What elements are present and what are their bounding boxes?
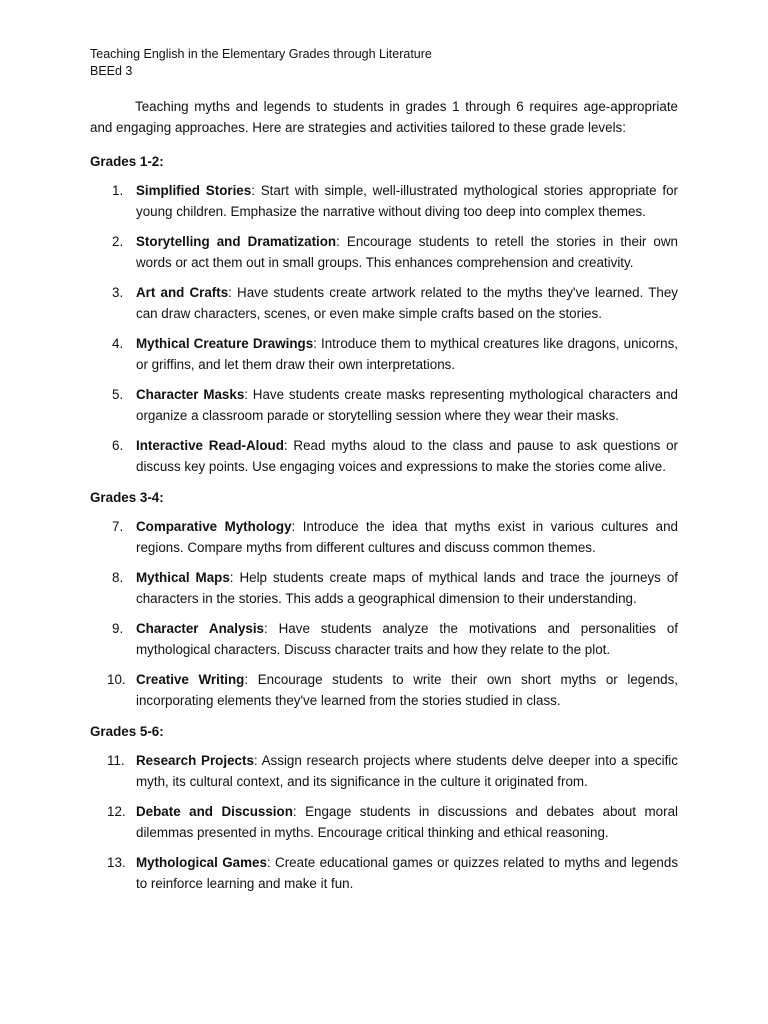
item-term: Mythical Maps [136,570,230,586]
item-description: : Have students create artwork related to the myths they've learned. They can draw characters, scenes, or even make simple crafts based on the stories. [136,285,678,321]
item-number: 2. [112,234,124,250]
item-term: Mythical Creature Drawings [136,336,314,352]
list-item [90,619,678,660]
list-item [90,385,678,426]
list-item [90,802,678,843]
item-number: 1. [112,183,124,199]
item-number: 7. [112,519,124,535]
list-item [90,853,678,894]
list-item [90,334,678,375]
item-term: Character Masks [136,387,245,403]
section-heading: Grades 5-6: [90,724,164,740]
item-description: : Read myths aloud to the class and pause to ask questions or discuss key points. Use engaging voices and expressions to make the stories come alive. [136,438,678,474]
item-term: Simplified Stories [136,183,252,199]
list-item [90,517,678,558]
strategy-list [90,517,678,711]
intro-paragraph: Teaching myths and legends to students in grades 1 through 6 requires age-appropriate and engaging approaches. Here are strategies and activities tailored to these grade levels: [90,99,678,135]
item-number: 11. [107,753,125,769]
item-description: : Have students analyze the motivations and personalities of mythological characters. Discuss character traits and how they relate to the plot. [136,621,679,657]
item-term: Mythological Games [136,855,267,871]
item-description: : Create educational games or quizzes related to myths and legends to reinforce learning and make it fun. [136,855,679,891]
item-description: : Start with simple, well-illustrated mythological stories appropriate for young children. Emphasize the narrative without diving too deep into complex themes. [136,183,679,219]
section-heading: Grades 1-2: [90,154,164,170]
item-description: : Introduce them to mythical creatures like dragons, unicorns, or griffins, and let them draw their own interpretations. [136,336,678,372]
course-title: Teaching English in the Elementary Grades through Literature [90,47,432,61]
item-number: 5. [112,387,124,403]
item-term: Research Projects [136,753,254,769]
item-number: 10. [107,672,126,688]
list-item [90,181,678,222]
strategy-list [90,181,678,477]
list-item [90,232,678,273]
item-term: Debate and Discussion [136,804,293,820]
item-term: Character Analysis [136,621,265,637]
item-description: : Introduce the idea that myths exist in various cultures and regions. Compare myths from different cultures and discuss common themes. [136,519,678,555]
item-term: Storytelling and Dramatization [136,234,337,250]
item-number: 4. [112,336,124,352]
item-number: 8. [112,570,124,586]
item-number: 6. [112,438,124,454]
list-item [90,568,678,609]
item-term: Comparative Mythology [136,519,292,535]
item-term: Interactive Read-Aloud [136,438,284,454]
item-description: : Have students create masks representing mythological characters and organize a classroom parade or storytelling session where they wear their masks. [136,387,678,423]
strategy-list [90,751,678,894]
item-description: : Engage students in discussions and debates about moral dilemmas presented in myths. Encourage critical thinking and ethical reasoning. [136,804,678,840]
section-heading: Grades 3-4: [90,490,164,506]
list-item [90,436,678,477]
item-term: Creative Writing [136,672,245,688]
item-number: 9. [112,621,124,637]
item-number: 12. [107,804,126,820]
item-number: 13. [107,855,126,871]
item-description: : Help students create maps of mythical lands and trace the journeys of characters in the stories. This adds a geographical dimension to their understanding. [136,570,678,606]
course-section: BEEd 3 [90,64,133,78]
list-item [90,751,678,792]
sections-container [90,151,678,894]
item-description: : Encourage students to write their own short myths or legends, incorporating elements they've learned from the stories studied in class. [136,672,679,708]
list-item [90,670,678,711]
list-item [90,283,678,324]
item-description: : Encourage students to retell the stories in their own words or act them out in small groups. This enhances comprehension and creativity. [136,234,678,270]
item-number: 3. [112,285,124,301]
item-description: : Assign research projects where students delve deeper into a specific myth, its cultural context, and its significance in the culture it originated from. [136,753,678,789]
item-term: Art and Crafts [136,285,229,301]
